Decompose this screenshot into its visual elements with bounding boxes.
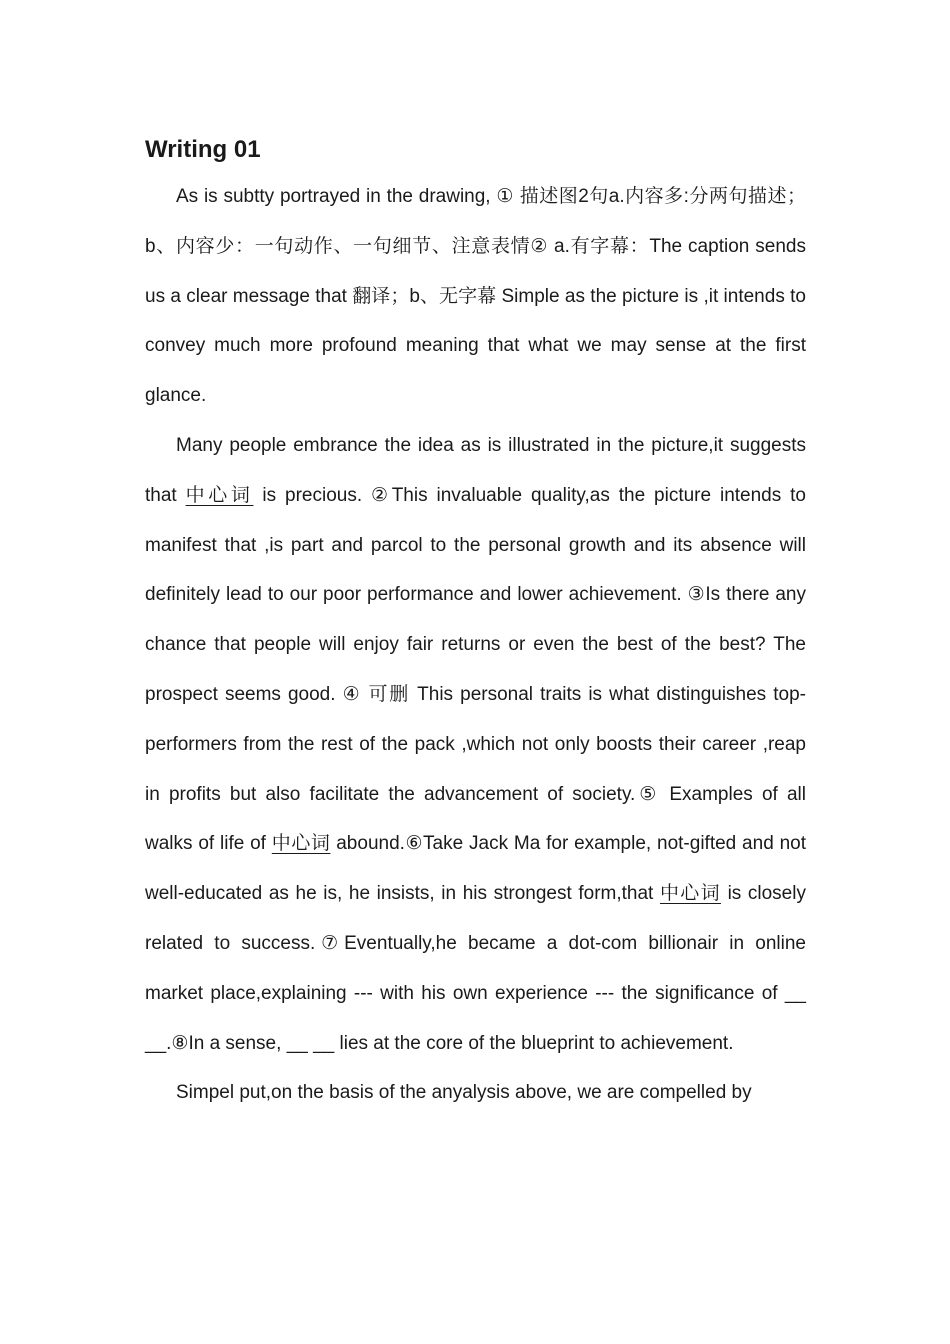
paragraph-2 [145, 421, 806, 1068]
document-page [145, 132, 806, 1118]
fill-blank: __ __ [145, 982, 806, 1054]
paragraph-3: Simpel put,on the basis of the anyalysis above, we are compelled by [176, 1082, 752, 1104]
paragraph-2-text: lies at the core of the blueprint to achievement. [334, 1032, 734, 1054]
fill-blank: __ __ [286, 1032, 335, 1054]
paragraph-1: As is subtty portrayed in the drawing, ① 描述图2句a.内容多:分两句描述；b、内容少：一句动作、一句细节、注意表情② a.有字幕：The caption sends us a clear message that 翻译；b、无字幕 Simple as the picture is ,it intends to convey much more profound meaning that what we may sense at the first glance. [145, 186, 806, 407]
paragraph-2-text: is closely related to success.⑦Eventually,he became a dot-com billionair in online market place,explaining --- with his own experience --- the significance of [145, 883, 806, 1004]
paragraph-2-text: is precious. ②This invaluable quality,as the picture intends to manifest that ,is part and parcol to the personal growth and its absence will definitely lead to our poor performance and lower achievement. ③Is there any chance that people will enjoy fair returns or even the best of the best? The prospect seems good. ④ 可删 This personal traits is what distinguishes top-performers from the rest of the pack ,which not only boosts their career ,reap in profits but also facilitate the advancement of society.⑤ Examples of all walks of life of [145, 484, 806, 855]
keyword-blank: 中心词 [185, 484, 254, 506]
paragraph-2-text: Many people embrance the idea as is illustrated in the picture,it suggests that [145, 434, 806, 506]
keyword-blank: 中心词 [659, 883, 721, 905]
paragraph-2-text: .⑧In a sense, [166, 1032, 287, 1054]
keyword-blank: 中心词 [271, 833, 331, 855]
paragraph-2-text: abound.⑥Take Jack Ma for example, not-gifted and not well-educated as he is, he insists, in his strongest form,that [145, 833, 806, 905]
document-title: Writing 01 [145, 136, 261, 163]
